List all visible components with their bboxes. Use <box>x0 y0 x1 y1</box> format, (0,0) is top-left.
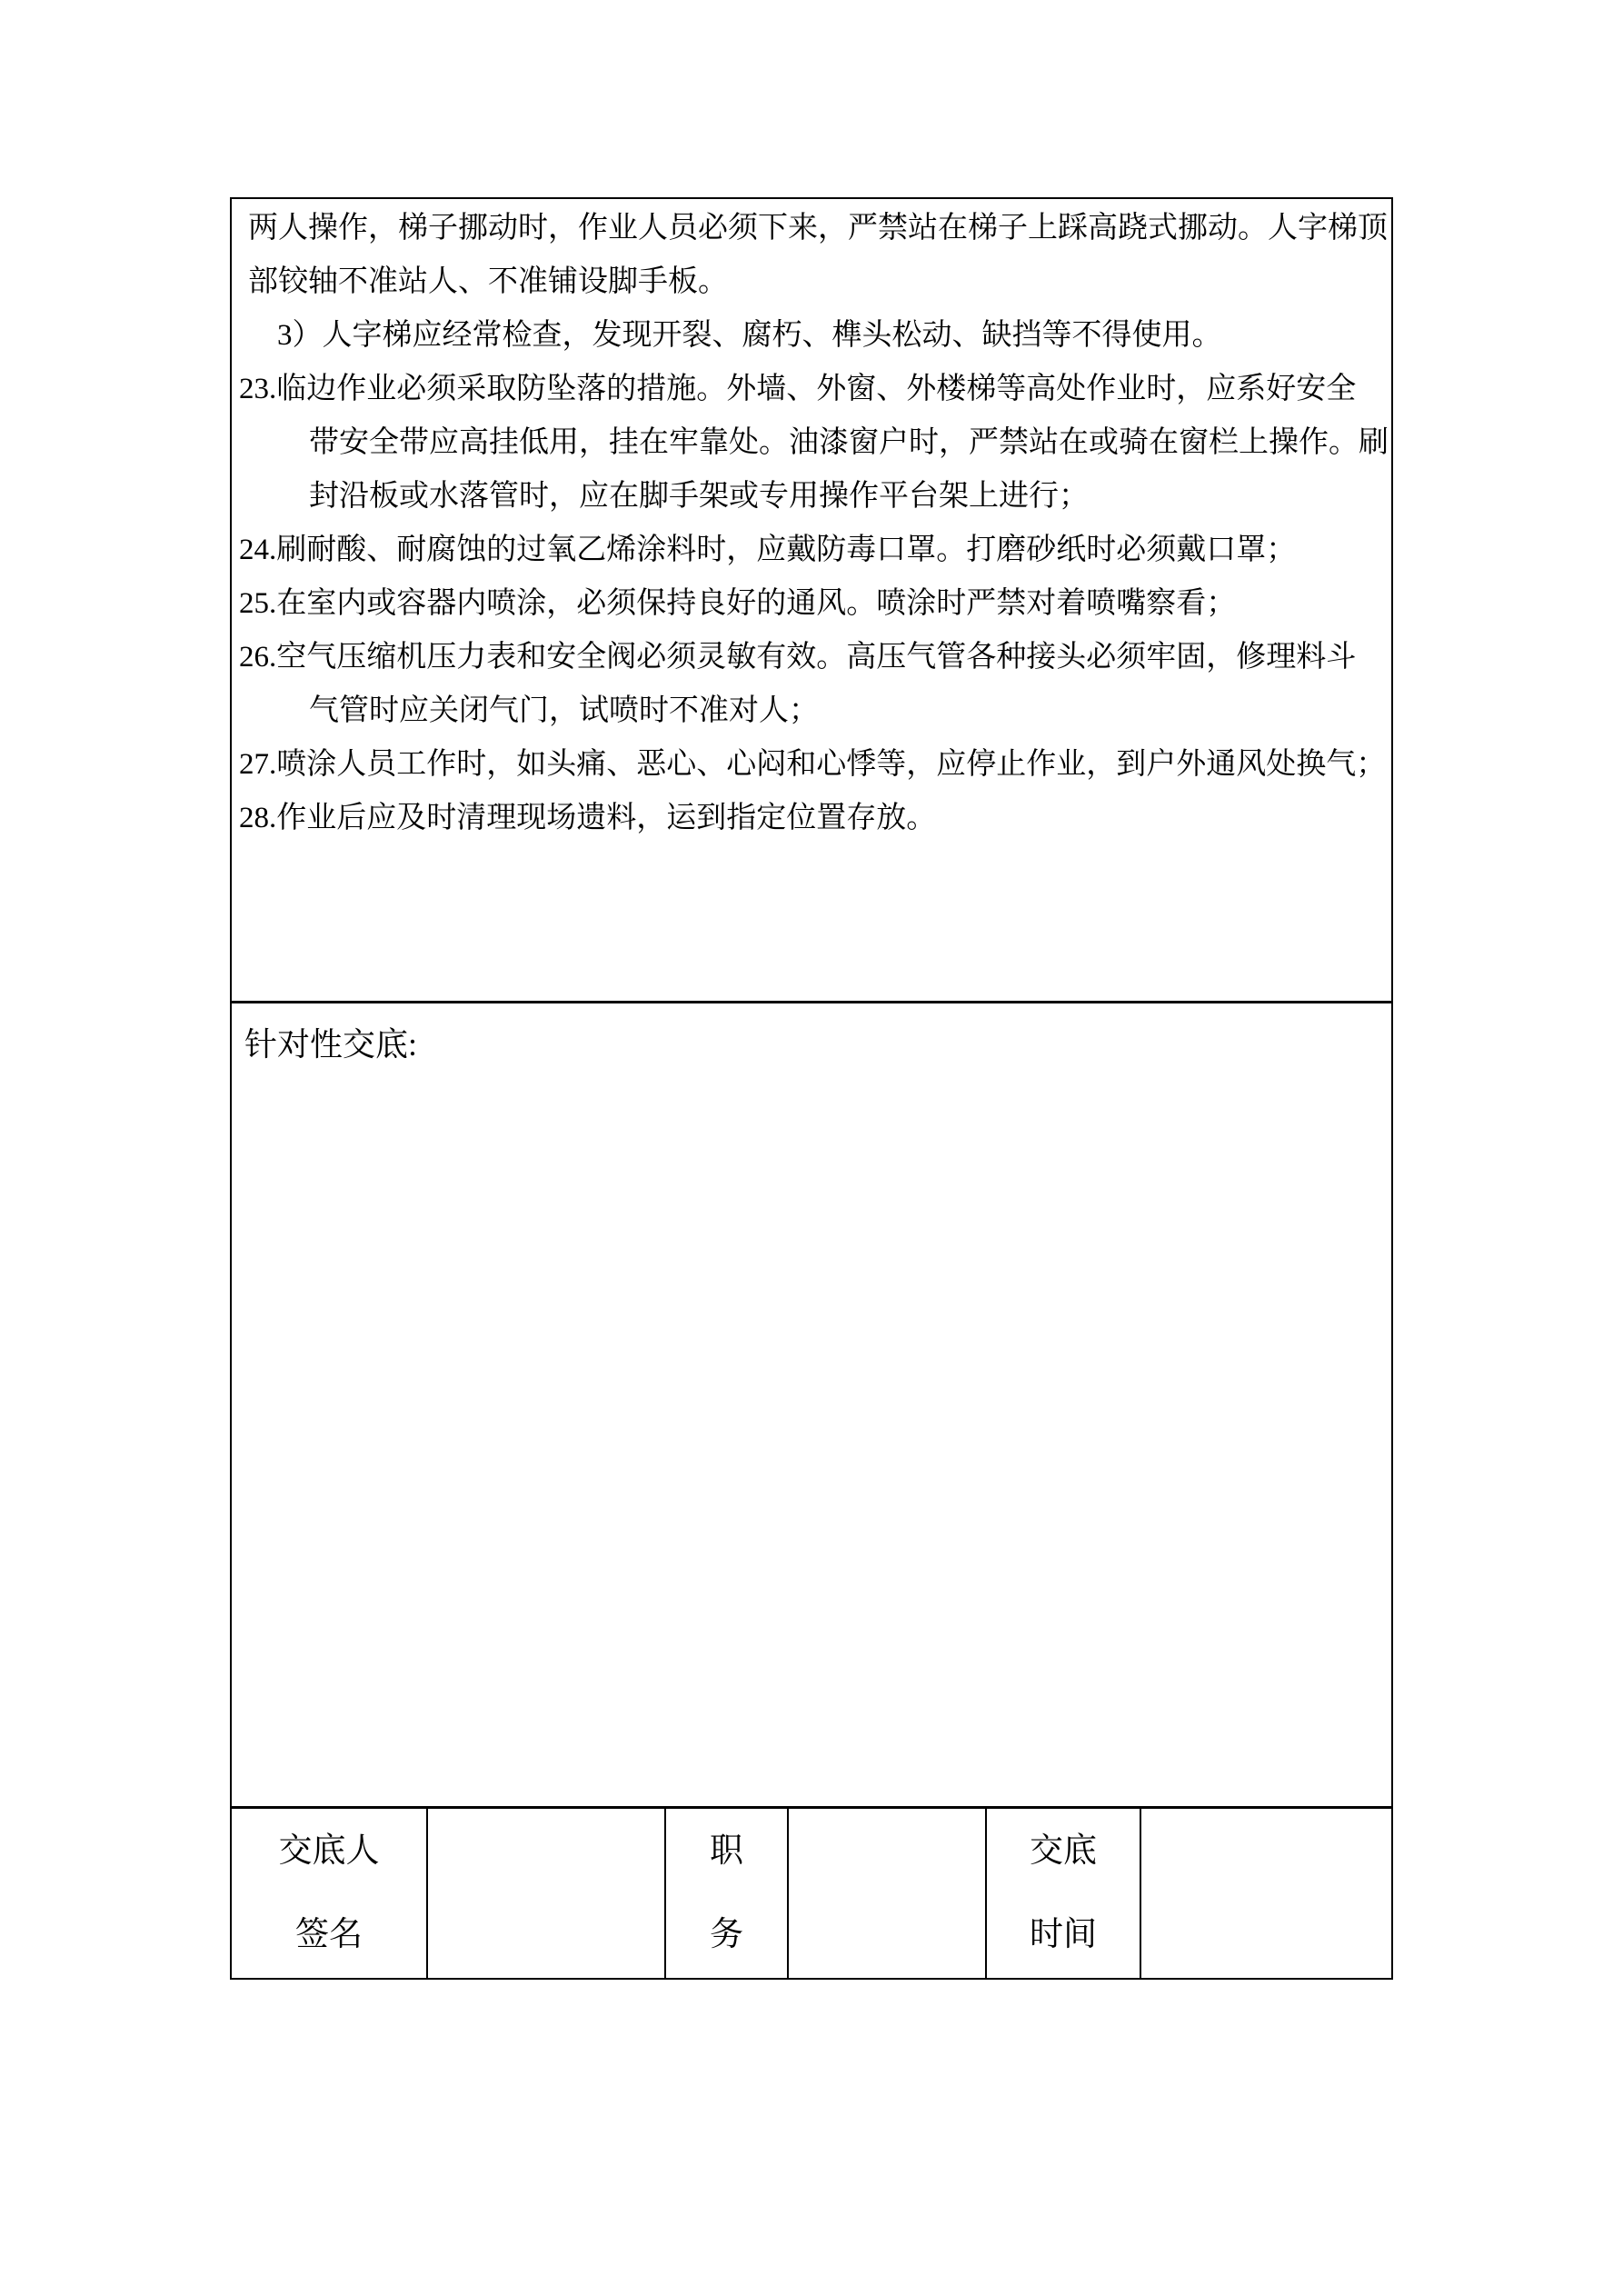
rules-text-line: 28.作业后应及时清理现场遗料，运到指定位置存放。 <box>239 802 937 834</box>
rules-text-line: 27.喷涂人员工作时，如头痛、恶心、心闷和心悸等，应停止作业，到户外通风处换气； <box>239 748 1387 781</box>
rules-text-line: 气管时应关闭气门，试喷时不准对人； <box>309 694 819 727</box>
rules-text-line: 25.在室内或容器内喷涂，必须保持良好的通风。喷涂时严禁对着喷嘴察看； <box>239 587 1237 620</box>
job-title-label-line2: 务 <box>710 1916 743 1953</box>
targeted-briefing-content-area[interactable] <box>232 1085 1391 1806</box>
job-title-label <box>666 1809 789 1978</box>
signer-name-label <box>232 1809 428 1978</box>
briefing-time-label <box>987 1809 1141 1978</box>
job-title-label-line1: 职 <box>710 1832 743 1870</box>
rules-text-line: 部铰轴不准站人、不准铺设脚手板。 <box>248 265 728 298</box>
targeted-briefing-cell <box>232 1003 1391 1809</box>
signer-signature-field[interactable] <box>428 1809 666 1978</box>
briefing-time-label-line1: 交底 <box>1030 1832 1097 1870</box>
rules-text-line: 24.刷耐酸、耐腐蚀的过氧乙烯涂料时，应戴防毒口罩。打磨砂纸时必须戴口罩； <box>239 534 1297 566</box>
briefing-time-label-line2: 时间 <box>1030 1916 1097 1953</box>
signature-row <box>232 1809 1391 1978</box>
briefing-time-field[interactable] <box>1141 1809 1391 1978</box>
rules-text-line: 两人操作，梯子挪动时，作业人员必须下来，严禁站在梯子上踩高跷式挪动。人字梯顶 <box>248 212 1388 245</box>
job-title-field[interactable] <box>789 1809 987 1978</box>
targeted-briefing-label: 针对性交底: <box>244 1026 418 1063</box>
rules-text-line: 带安全带应高挂低用，挂在牢靠处。油漆窗户时，严禁站在或骑在窗栏上操作。刷 <box>309 426 1389 459</box>
rules-text-line: 封沿板或水落管时，应在脚手架或专用操作平台架上进行； <box>309 480 1089 513</box>
rules-text-line: 23.临边作业必须采取防坠落的措施。外墙、外窗、外楼梯等高处作业时，应系好安全 <box>239 373 1357 405</box>
rules-text-line: 26.空气压缩机压力表和安全阀必须灵敏有效。高压气管各种接头必须牢固，修理料斗 <box>239 641 1357 674</box>
signer-name-label-line2: 签名 <box>295 1916 363 1953</box>
signer-name-label-line1: 交底人 <box>278 1832 380 1870</box>
briefing-table <box>230 197 1393 1980</box>
rules-text-line: 3）人字梯应经常检查，发现开裂、腐朽、榫头松动、缺挡等不得使用。 <box>277 319 1222 352</box>
safety-rules-cell <box>232 199 1391 1003</box>
